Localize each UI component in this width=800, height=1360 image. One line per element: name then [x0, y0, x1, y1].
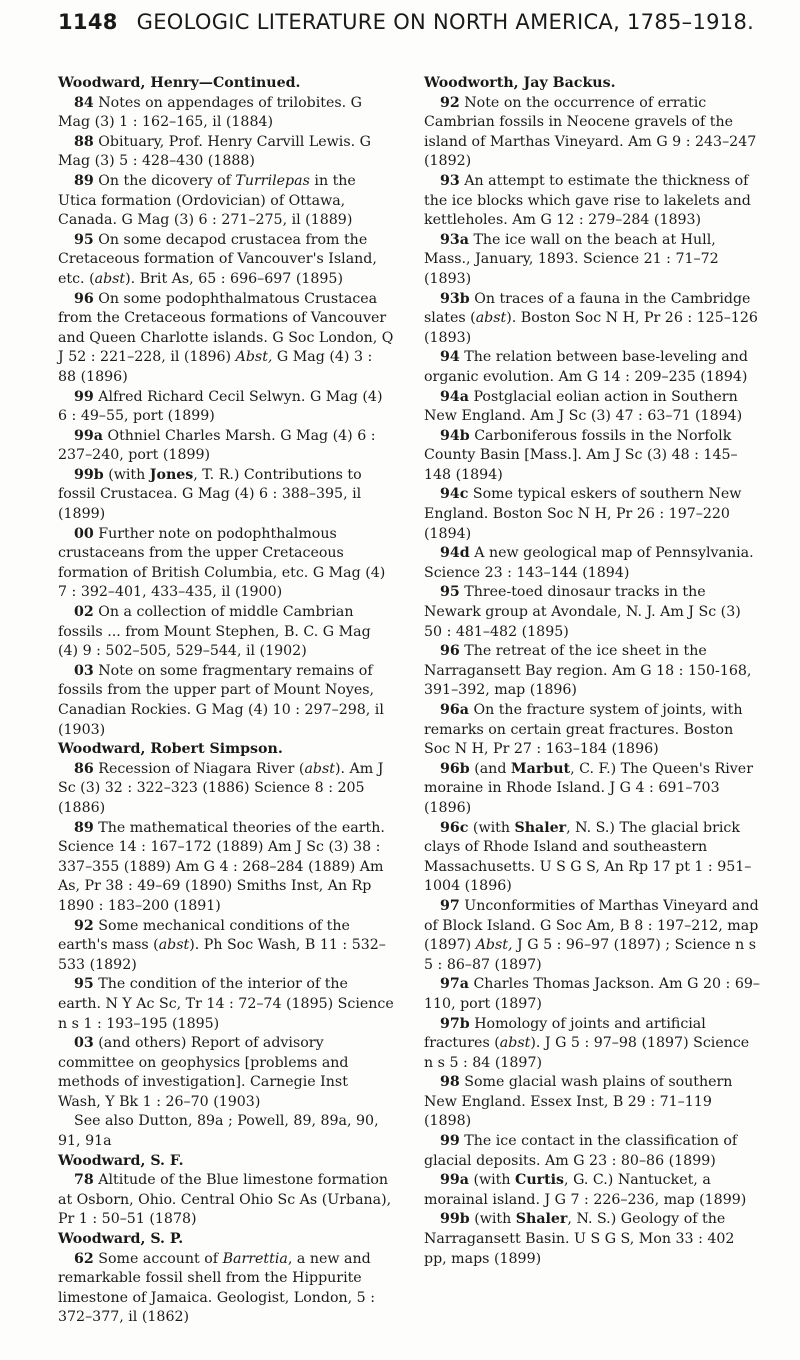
italic-term: abst: [499, 1035, 531, 1052]
italic-term: abst: [304, 760, 335, 777]
running-title: GEOLOGIC LITERATURE ON NORTH AMERICA, 1785–1918.: [136, 10, 755, 34]
author-qualifier: , Henry—Continued.: [140, 75, 301, 91]
bibliography-entry: [58, 133, 394, 172]
entry-number: 89: [74, 819, 94, 836]
italic-term: Abst,: [475, 937, 513, 954]
bibliography-entry: [424, 819, 760, 897]
bibliography-entry: [424, 94, 760, 172]
entry-text: Carboniferous fossils in the Norfolk County Basin [Mass.]. Am J Sc (3) 48 : 145–148 (1894): [424, 427, 738, 483]
entry-text: The relation between base-leveling and organic evolution. Am G 14 : 209–235 (1894): [424, 349, 748, 385]
entry-text: Some account of: [98, 1250, 223, 1267]
entry-number: 96b: [440, 760, 470, 777]
entry-text-tail: , N. S.) Geology of the Narragansett Basin. U S G S, Mon 33 : 402 pp, maps (1899): [424, 1211, 735, 1267]
bibliography-entry: [58, 231, 394, 290]
author-name: Woodward: [58, 741, 141, 758]
entry-text: Notes on appendages of trilobites. G Mag (3) 1 : 162–165, il (1884): [58, 94, 363, 131]
bibliography-entry: [424, 290, 760, 349]
bibliography-entry: [58, 819, 394, 917]
entry-number: 86: [74, 760, 94, 777]
entry-text: On traces of a fauna in the Cambridge slates (: [424, 290, 751, 327]
entry-number: 96c: [440, 819, 469, 836]
bibliography-entry: [58, 975, 394, 1034]
entry-number: 96: [440, 643, 460, 660]
bibliography-entry: [424, 348, 760, 387]
author-qualifier: , Robert Simpson.: [140, 741, 283, 758]
entry-text: Note on some fragmentary remains of fossils from the upper part of Mount Noyes, Canadian Rockies. G Mag (4) 10 : 297–298, il (1903): [58, 662, 384, 738]
entry-text: Recession of Niagara River (: [98, 760, 305, 777]
entry-text: On some podophthalmatous Crustacea from the Cretaceous formations of Vancouver and Queen Charlotte islands. G Soc London, Q J 52 : 221–228, il (1896): [58, 290, 394, 366]
entry-number: 93a: [440, 231, 469, 248]
author-name: Woodward: [58, 75, 141, 91]
entry-text: (with: [473, 1172, 516, 1189]
entry-text-tail: G Mag (4) 3 : 88 (1896): [58, 349, 373, 385]
bibliography-entry: [58, 466, 394, 525]
entry-text: Othniel Charles Marsh. G Mag (4) 6 : 237–240, port (1899): [58, 427, 376, 464]
entry-number: 99b: [74, 466, 104, 483]
author-qualifier: , S. P.: [140, 1231, 184, 1248]
entry-number: 62: [74, 1250, 94, 1267]
bibliography-entry: [424, 544, 760, 583]
entry-number: 92: [440, 94, 460, 111]
entry-number: 99a: [440, 1172, 469, 1189]
bibliography-entry: [58, 1171, 394, 1230]
bibliography-entry: [424, 642, 760, 701]
bibliography-entry: [424, 975, 760, 1014]
author-qualifier: , S. F.: [140, 1152, 184, 1169]
page-number: 1148: [58, 10, 118, 34]
entry-number: 89: [74, 172, 94, 189]
page-header: [58, 10, 778, 34]
coauthor-name: Shaler: [515, 1211, 568, 1228]
entry-number: 93: [440, 172, 460, 189]
entry-text-tail: in the Utica formation (Ordovician) of Ottawa, Canada. G Mag (3) 6 : 271–275, il (1889): [58, 172, 356, 229]
bibliography-entry: [424, 897, 760, 975]
coauthor-name: Shaler: [514, 819, 567, 836]
entry-text: A new geological map of Pennsylvania. Science 23 : 143–144 (1894): [424, 545, 754, 581]
bibliography-entry: [424, 231, 760, 290]
bibliography-entry: [424, 1073, 760, 1132]
italic-term: Barrettia: [222, 1250, 288, 1267]
entry-text-tail: ). J G 5 : 97–98 (1897) Science n s 5 : 84 (1897): [424, 1035, 750, 1071]
italic-term: Abst,: [235, 349, 273, 366]
bibliography-entry: [424, 1015, 760, 1074]
italic-term: abst: [94, 270, 126, 287]
bibliography-entry: [424, 427, 760, 486]
entry-text: Further note on podophthalmous crustaceans from the upper Cretaceous formation of British Columbia, etc. G Mag (4) 7 : 392–401, 433–435, il (1900): [58, 525, 386, 601]
bibliography-entry: [58, 662, 394, 740]
entry-number: 97: [440, 897, 460, 914]
entry-number: 98: [440, 1074, 460, 1091]
italic-term: abst: [475, 310, 507, 327]
entry-text-tail: , C. F.) The Queen's River moraine in Rhode Island. J G 4 : 691–703 (1896): [424, 760, 753, 816]
entry-number: 97a: [440, 976, 469, 993]
entry-text-tail: ). Am J Sc (3) 32 : 322–323 (1886) Science 8 : 205 (1886): [58, 760, 384, 816]
author-qualifier: , Jay Backus.: [513, 75, 616, 91]
entry-number: 99b: [440, 1211, 470, 1228]
entry-text-tail: ). Boston Soc N H, Pr 26 : 125–126 (1893): [424, 310, 758, 346]
entry-text: Charles Thomas Jackson. Am G 20 : 69–110, port (1897): [424, 976, 760, 1012]
entry-number: 99a: [74, 427, 103, 444]
right-column: [424, 74, 760, 1269]
entry-number: 92: [74, 917, 94, 934]
entry-number: 94: [440, 349, 460, 366]
entry-number: 99: [74, 388, 94, 405]
entry-text: On the dicovery of: [98, 172, 236, 189]
bibliography-entry: [58, 603, 394, 662]
italic-term: abst: [158, 937, 190, 954]
entry-number: 88: [74, 133, 94, 150]
bibliography-entry: [58, 1034, 394, 1112]
coauthor-name: Jones: [149, 466, 194, 483]
bibliography-entry: [424, 485, 760, 544]
entry-text-tail: ). Brit As, 65 : 696–697 (1895): [125, 270, 343, 287]
entry-number: 02: [74, 604, 94, 621]
entry-number: 94b: [440, 427, 470, 444]
entry-text: Some typical eskers of southern New England. Boston Soc N H, Pr 26 : 197–220 (1894): [424, 486, 742, 542]
bibliography-entry: [58, 1250, 394, 1328]
bibliography-entry: [58, 917, 394, 976]
bibliography-entry: [424, 1171, 760, 1210]
entry-number: 94a: [440, 388, 469, 405]
entry-number: 78: [74, 1172, 94, 1189]
entry-text: On the fracture system of joints, with remarks on certain great fractures. Boston Soc N H, Pr 27 : 163–184 (1896): [424, 702, 743, 758]
entry-text: Unconformities of Marthas Vineyard and of Block Island. G Soc Am, B 8 : 197–212, map (1897): [424, 897, 759, 954]
bibliography-entry: [58, 525, 394, 603]
entry-text-tail: ). Ph Soc Wash, B 11 : 532–533 (1892): [58, 937, 386, 973]
entry-text: On a collection of middle Cambrian fossils ... from Mount Stephen, B. C. G Mag (4) 9 : 502–505, 529–544, il (1902): [58, 604, 371, 660]
coauthor-name: Marbut: [510, 760, 571, 777]
entry-number: 93b: [440, 290, 470, 307]
bibliography-entry: [424, 760, 760, 819]
bibliography-entry: [424, 388, 760, 427]
entry-number: 99: [440, 1133, 460, 1150]
author-heading: [424, 74, 760, 94]
entry-text: Note on the occurrence of erratic Cambrian fossils in Neocene gravels of the island of Marthas Vineyard. Am G 9 : 243–247 (1892): [424, 94, 757, 170]
entry-text: The ice wall on the beach at Hull, Mass., January, 1893. Science 21 : 71–72 (1893): [424, 231, 719, 287]
bibliography-entry: [58, 427, 394, 466]
entry-text: On some decapod crustacea from the Cretaceous formation of Vancouver's Island, etc. (: [58, 231, 377, 287]
author-name: Woodworth: [424, 75, 514, 91]
italic-term: Turrilepas: [235, 172, 310, 189]
entry-number: 94c: [440, 486, 469, 503]
entry-text-tail: , T. R.) Contributions to fossil Crustacea. G Mag (4) 6 : 388–395, il (1899): [58, 466, 362, 523]
entry-text-tail: , a new and remarkable fossil shell from the Hippurite limestone of Jamaica. Geologist, London, 5 : 372–377, il (1862): [58, 1250, 375, 1326]
entry-text: The condition of the interior of the earth. N Y Ac Sc, Tr 14 : 72–74 (1895) Science n s 1 : 193–195 (1895): [58, 976, 394, 1032]
author-name: Woodward: [58, 1152, 141, 1169]
entry-text: (with: [108, 466, 150, 483]
entry-text-tail: , G. C.) Nantucket, a morainal island. J G 7 : 226–236, map (1899): [424, 1172, 747, 1208]
bibliography-entry: [58, 760, 394, 819]
bibliography-entry: [58, 1112, 394, 1151]
entry-text: Obituary, Prof. Henry Carvill Lewis. G Mag (3) 5 : 428–430 (1888): [58, 133, 371, 170]
entry-number: 97b: [440, 1015, 470, 1032]
entry-text: The ice contact in the classification of glacial deposits. Am G 23 : 80–86 (1899): [424, 1133, 738, 1169]
entry-number: 03: [74, 662, 94, 679]
entry-number: 95: [74, 976, 94, 993]
author-name: Woodward: [58, 1231, 141, 1248]
entry-text: (with: [472, 819, 515, 836]
entry-number: 96a: [440, 702, 469, 718]
entry-text: (with: [474, 1211, 516, 1228]
entry-text: Some mechanical conditions of the earth's mass (: [58, 917, 350, 954]
bibliography-entry: [424, 583, 760, 642]
entry-number: 95: [74, 231, 94, 248]
bibliography-entry: [58, 172, 394, 231]
bibliography-entry: [424, 172, 760, 231]
entry-text: Postglacial eolian action in Southern New England. Am J Sc (3) 47 : 63–71 (1894): [424, 388, 743, 425]
entry-text: Three-toed dinosaur tracks in the Newark group at Avondale, N. J. Am J Sc (3) 50 : 481–482 (1895): [424, 584, 741, 640]
entry-number: 94d: [440, 545, 470, 562]
entry-text: An attempt to estimate the thickness of the ice blocks which gave rise to lakelets and kettleholes. Am G 12 : 279–284 (1893): [424, 172, 751, 229]
entry-text-tail: J G 5 : 96–97 (1897) ; Science n s 5 : 86–87 (1897): [424, 937, 757, 973]
entry-number: 03: [74, 1035, 94, 1052]
entry-text: Alfred Richard Cecil Selwyn. G Mag (4) 6 : 49–55, port (1899): [58, 388, 383, 425]
author-heading: [58, 1230, 394, 1250]
entry-number: 00: [74, 525, 94, 542]
bibliography-entry: [58, 388, 394, 427]
left-column: [58, 74, 394, 1328]
entry-number: 96: [74, 290, 94, 307]
bibliography-entry: [424, 1132, 760, 1171]
entry-text: Some glacial wash plains of southern New England. Essex Inst, B 29 : 71–119 (1898): [424, 1074, 733, 1130]
bibliography-entry: [424, 1210, 760, 1269]
bibliography-entry: [58, 290, 394, 388]
entry-text: The mathematical theories of the earth. Science 14 : 167–172 (1889) Am J Sc (3) 38 : 337–355 (1889) Am G 4 : 268–284 (1889) Am As, Pr 38 : 49–69 (1890) Smiths Inst, An Rp 1890 : 183–200 (1891): [58, 819, 385, 914]
author-heading: [58, 740, 394, 760]
coauthor-name: Curtis: [515, 1172, 565, 1189]
author-heading: [58, 1152, 394, 1172]
entry-text: The retreat of the ice sheet in the Narragansett Bay region. Am G 18 : 150-168, 391–392, map (1896): [424, 643, 752, 699]
author-heading: [58, 74, 394, 94]
entry-text: (and: [474, 760, 511, 777]
entry-number: 84: [74, 94, 94, 111]
bibliography-entry: [58, 94, 394, 133]
entry-number: 95: [440, 584, 460, 601]
entry-text: (and others) Report of advisory committee on geophysics [problems and methods of investigation]. Carnegie Inst Wash, Y Bk 1 : 26–70 (1903): [58, 1035, 349, 1110]
entry-text: See also Dutton, 89a ; Powell, 89, 89a, 90, 91, 91a: [58, 1113, 379, 1150]
entry-text-tail: , N. S.) The glacial brick clays of Rhode Island and southeastern Massachusetts. U S G S, An Rp 17 pt 1 : 951–1004 (1896): [424, 819, 752, 895]
entry-text: Altitude of the Blue limestone formation at Osborn, Ohio. Central Ohio Sc As (Urbana), Pr 1 : 50–51 (1878): [58, 1172, 392, 1228]
entry-text: Homology of joints and artificial fractures (: [424, 1015, 706, 1052]
bibliography-entry: [424, 701, 760, 760]
